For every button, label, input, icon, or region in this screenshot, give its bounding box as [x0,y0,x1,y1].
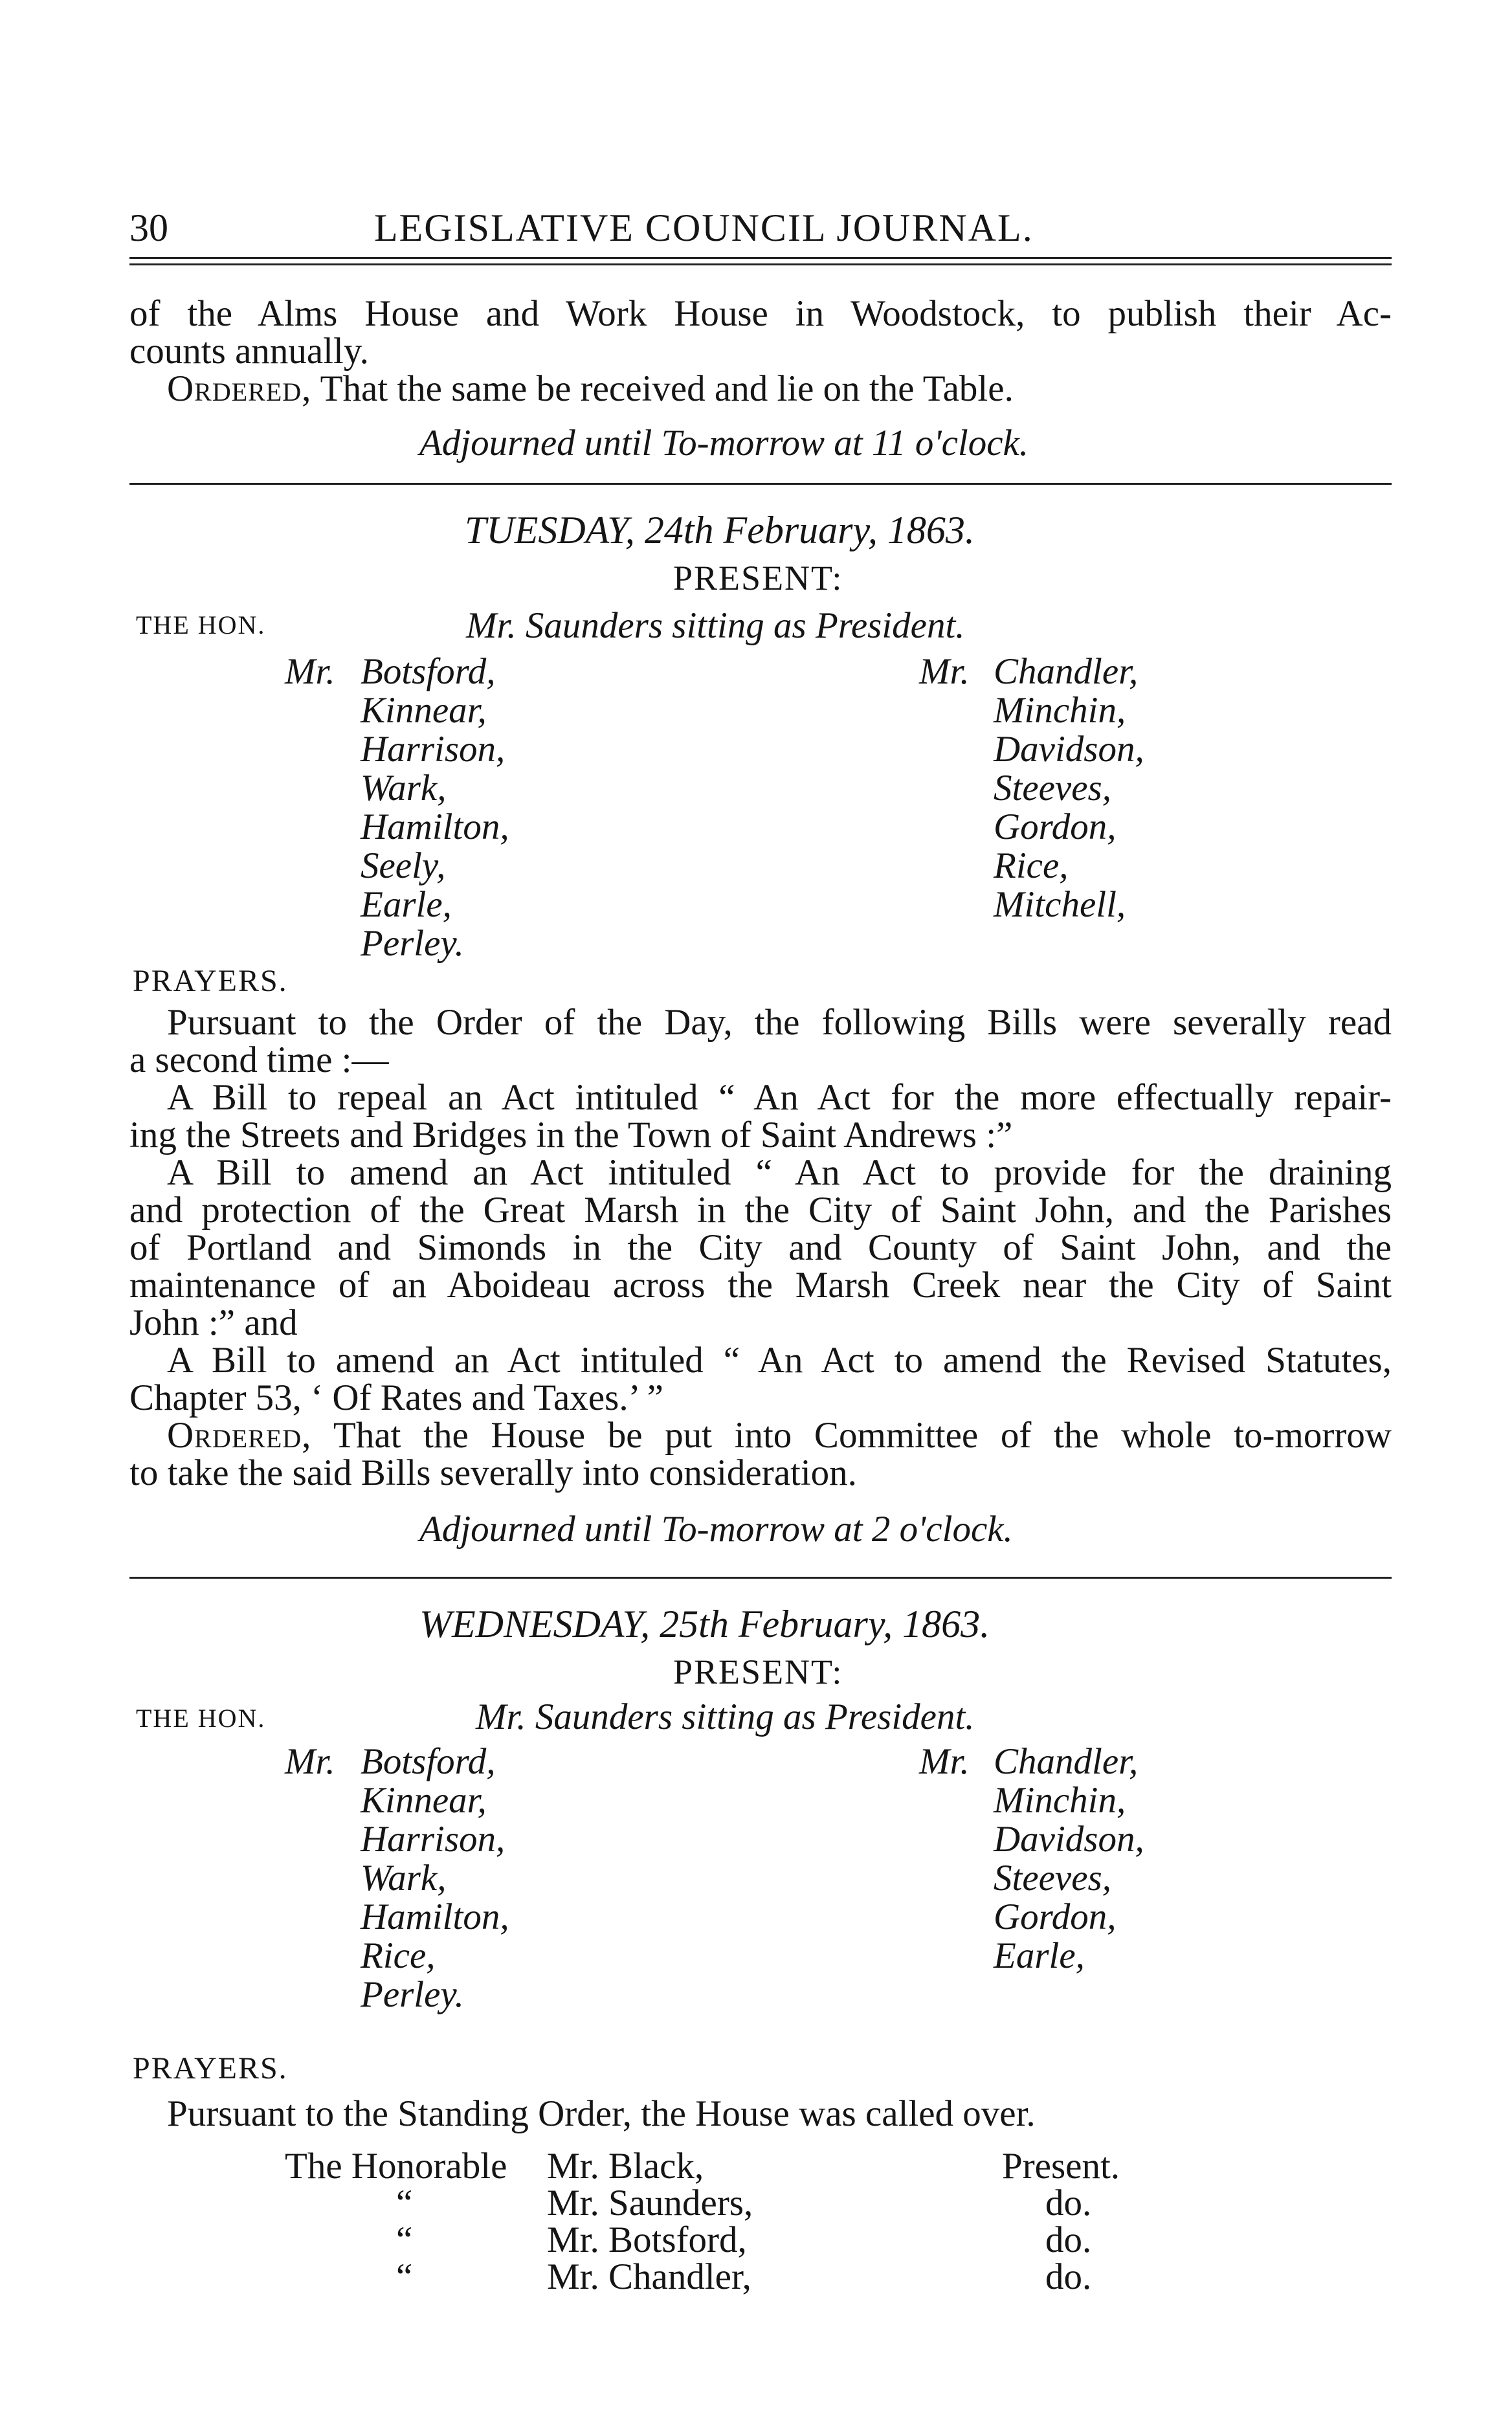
member-name: Earle, [994,1935,1085,1976]
members-prefix-left: Mr. [285,1741,335,1782]
body-line: and protection of the Great Marsh in the City of Saint John, and the Parishes [129,1190,1392,1230]
member-name: Harrison, [361,729,506,770]
member-name: Wark, [361,1858,447,1898]
section-divider [129,483,1392,485]
body-line: to take the said Bills severally into consideration. [129,1452,857,1493]
roll-status: do. [1045,2220,1092,2260]
president-line: Mr. Saunders sitting as President. [476,1697,975,1737]
ordered-text: That the same be received and lie on the Table. [311,368,1014,409]
section-divider [129,1577,1392,1579]
member-name: Seely, [361,845,446,886]
body-line: ing the Streets and Bridges in the Town of Saint Andrews :” [129,1115,1013,1155]
page-title: LEGISLATIVE COUNCIL JOURNAL. [374,206,1034,249]
page-number: 30 [129,206,168,249]
member-name: Hamilton, [361,807,509,847]
header-rule-bottom [129,263,1392,265]
roll-status: Present. [1002,2146,1120,2187]
adjourned-note: Adjourned until To-morrow at 11 o'clock. [419,423,1029,463]
member-name: Hamilton, [361,1897,509,1937]
continued-text-line: of the Alms House and Work House in Woodstock, to publish their Ac- [129,293,1392,334]
member-name: Gordon, [994,1897,1117,1937]
body-line: Pursuant to the Order of the Day, the following Bills were severally read [167,1002,1392,1043]
member-name: Harrison, [361,1819,506,1860]
roll-prefix: “ [396,2183,413,2223]
roll-prefix: The Honorable [285,2146,507,2187]
present-label: PRESENT: [673,559,843,597]
members-prefix-left: Mr. [285,651,335,692]
ordered-text: That the House be put into Committee of the whole to-morrow [311,1415,1392,1456]
body-line: Chapter 53, ‘ Of Rates and Taxes.’ ” [129,1377,663,1418]
body-line: A Bill to amend an Act intituled “ An Act to amend the Revised Statutes, [167,1340,1392,1381]
roll-name: Mr. Chandler, [547,2256,751,2297]
ordered-label: Ordered, [167,1415,312,1456]
roll-name: Mr. Black, [547,2146,704,2187]
roll-name: Mr. Saunders, [547,2183,753,2223]
body-line: of Portland and Simonds in the City and County of Saint John, and the [129,1227,1392,1268]
president-line: Mr. Saunders sitting as President. [466,605,965,646]
member-name: Perley. [361,1974,464,2015]
member-name: Steeves, [994,1858,1111,1898]
day-heading: WEDNESDAY, 25th February, 1863. [419,1603,990,1645]
member-name: Kinnear, [361,690,487,731]
body-line: a second time :— [129,1040,389,1080]
day-heading: TUESDAY, 24th February, 1863. [465,509,975,551]
the-hon-label: THE HON. [136,1704,266,1733]
adjourned-note: Adjourned until To-morrow at 2 o'clock. [419,1509,1013,1550]
members-prefix-right: Mr. [919,651,970,692]
prayers-label: PRAYERS. [133,2051,288,2086]
member-name: Botsford, [361,1741,496,1782]
member-name: Davidson, [994,729,1144,770]
member-name: Rice, [361,1935,436,1976]
body-line: John :” and [129,1302,298,1343]
member-name: Kinnear, [361,1780,487,1821]
member-name: Chandler, [994,1741,1139,1782]
members-prefix-right: Mr. [919,1741,970,1782]
member-name: Rice, [994,845,1069,886]
ordered-paragraph [167,1414,1392,1456]
member-name: Mitchell, [994,884,1126,925]
member-name: Gordon, [994,807,1117,847]
header-rule-top [129,257,1392,259]
ordered-label: Ordered, [167,368,312,409]
roll-prefix: “ [396,2220,413,2260]
ordered-paragraph [167,368,1014,410]
body-line: Pursuant to the Standing Order, the House was called over. [167,2093,1036,2134]
member-name: Perley. [361,923,464,964]
body-line: maintenance of an Aboideau across the Marsh Creek near the City of Saint [129,1265,1392,1306]
member-name: Wark, [361,768,447,808]
member-name: Minchin, [994,1780,1126,1821]
roll-prefix: “ [396,2256,413,2297]
continued-text-line: counts annually. [129,331,369,372]
the-hon-label: THE HON. [136,610,266,640]
prayers-label: PRAYERS. [133,964,288,998]
roll-name: Mr. Botsford, [547,2220,747,2260]
member-name: Botsford, [361,651,496,692]
member-name: Davidson, [994,1819,1144,1860]
roll-status: do. [1045,2183,1092,2223]
body-line: A Bill to repeal an Act intituled “ An Act for the more effectually repair- [167,1077,1392,1118]
roll-status: do. [1045,2256,1092,2297]
member-name: Steeves, [994,768,1111,808]
member-name: Chandler, [994,651,1139,692]
member-name: Earle, [361,884,452,925]
body-line: A Bill to amend an Act intituled “ An Act to provide for the draining [167,1152,1392,1193]
member-name: Minchin, [994,690,1126,731]
present-label: PRESENT: [673,1653,843,1691]
